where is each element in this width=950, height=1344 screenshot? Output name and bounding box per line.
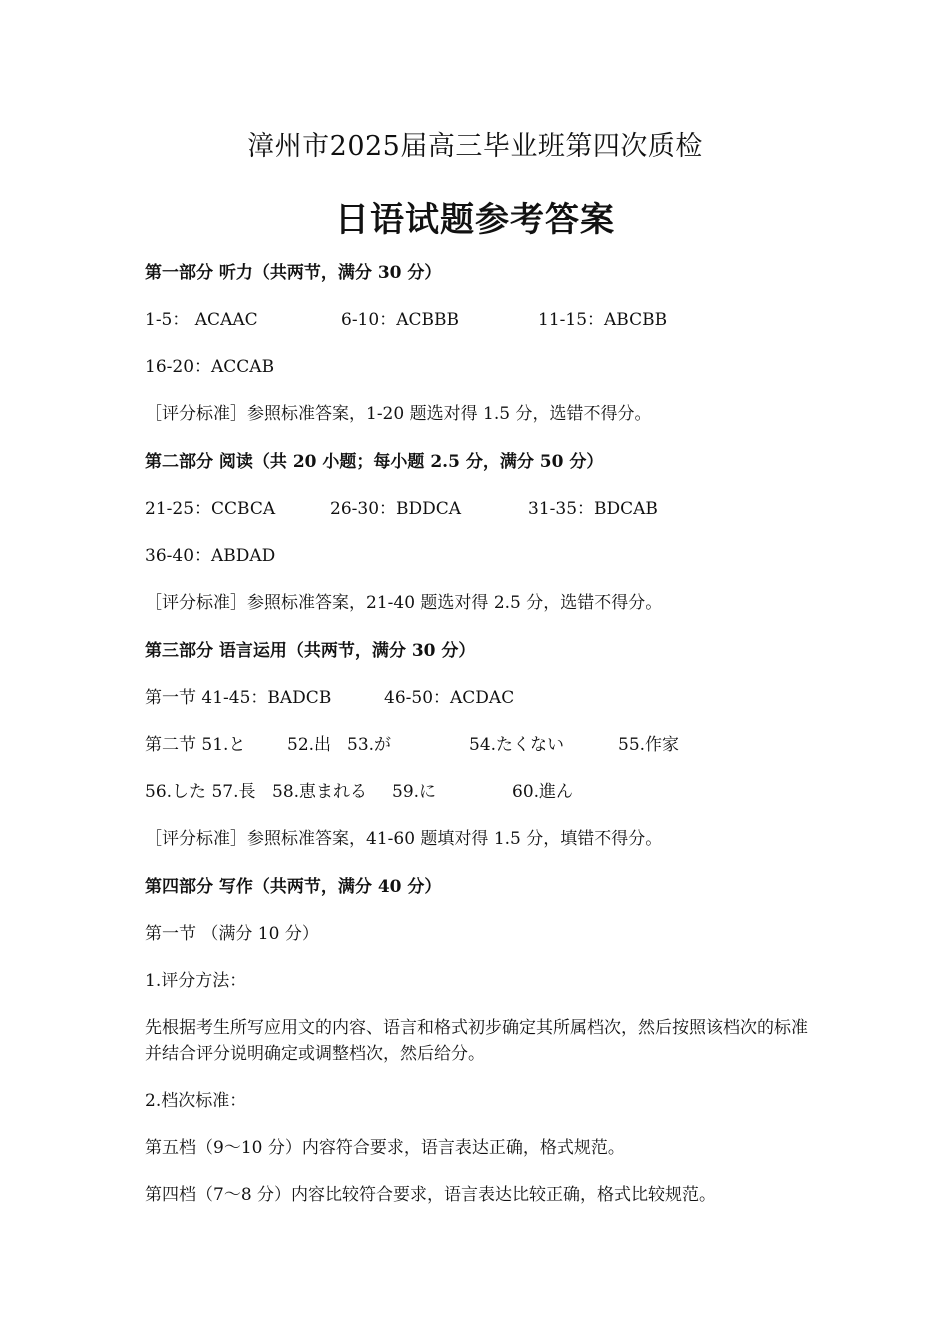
scoring-standard: ［评分标准］参照标准答案，41-60 题填对得 1.5 分，填错不得分。 <box>145 829 663 849</box>
method-text: 先根据考生所写应用文的内容、语言和格式初步确定其所属档次，然后按照该档次的标准并结合评分说明确定或调整档次，然后给分。 <box>145 1018 808 1064</box>
answer-item: 56.した 57.長 <box>145 782 256 802</box>
answer-item: 60.進ん <box>512 782 574 802</box>
grade-5: 第五档（9～10 分）内容符合要求，语言表达正确，格式规范。 <box>145 1138 625 1158</box>
scoring-standard: ［评分标准］参照标准答案，1-20 题选对得 1.5 分，选错不得分。 <box>145 404 652 424</box>
answer-group: 36-40：ABDAD <box>145 546 276 566</box>
grade-4: 第四档（7～8 分）内容比较符合要求，语言表达比较正确，格式比较规范。 <box>145 1185 717 1205</box>
answer-group: 16-20：ACCAB <box>145 357 275 377</box>
answer-group: 26-30：BDDCA <box>330 499 462 519</box>
answer-item: 59.に <box>392 782 437 802</box>
answer-item: 53.が <box>347 735 392 755</box>
answer-group: 6-10：ACBBB <box>341 310 459 330</box>
answer-item: 52.出 <box>287 735 332 755</box>
part1-heading: 第一部分 听力（共两节，满分 30 分） <box>145 263 442 283</box>
document-subtitle: 日语试题参考答案 <box>335 200 615 240</box>
answer-item: 58.恵まれる <box>272 782 368 802</box>
part3-heading: 第三部分 语言运用（共两节，满分 30 分） <box>145 641 476 661</box>
answer-group: 1-5： ACAAC <box>145 310 258 330</box>
part4-heading: 第四部分 写作（共两节，满分 40 分） <box>145 877 442 897</box>
document-title: 漳州市2025届高三毕业班第四次质检 <box>247 131 703 162</box>
answer-group: 11-15：ABCBB <box>538 310 668 330</box>
answer-group: 31-35：BDCAB <box>528 499 658 519</box>
answer-item: 54.たくない <box>469 735 565 755</box>
answer-item: 第二节 51.と <box>145 735 246 755</box>
method-title: 1.评分方法： <box>145 971 247 991</box>
part2-heading: 第二部分 阅读（共 20 小题；每小题 2.5 分，满分 50 分） <box>145 452 604 472</box>
answer-item: 55.作家 <box>618 735 680 755</box>
grade-title: 2.档次标准： <box>145 1091 247 1111</box>
scoring-standard: ［评分标准］参照标准答案，21-40 题选对得 2.5 分，选错不得分。 <box>145 593 663 613</box>
answer-group: 46-50：ACDAC <box>384 688 515 708</box>
answer-group: 第一节 41-45：BADCB <box>145 688 332 708</box>
answer-group: 21-25：CCBCA <box>145 499 276 519</box>
section-heading: 第一节 （满分 10 分） <box>145 924 319 944</box>
